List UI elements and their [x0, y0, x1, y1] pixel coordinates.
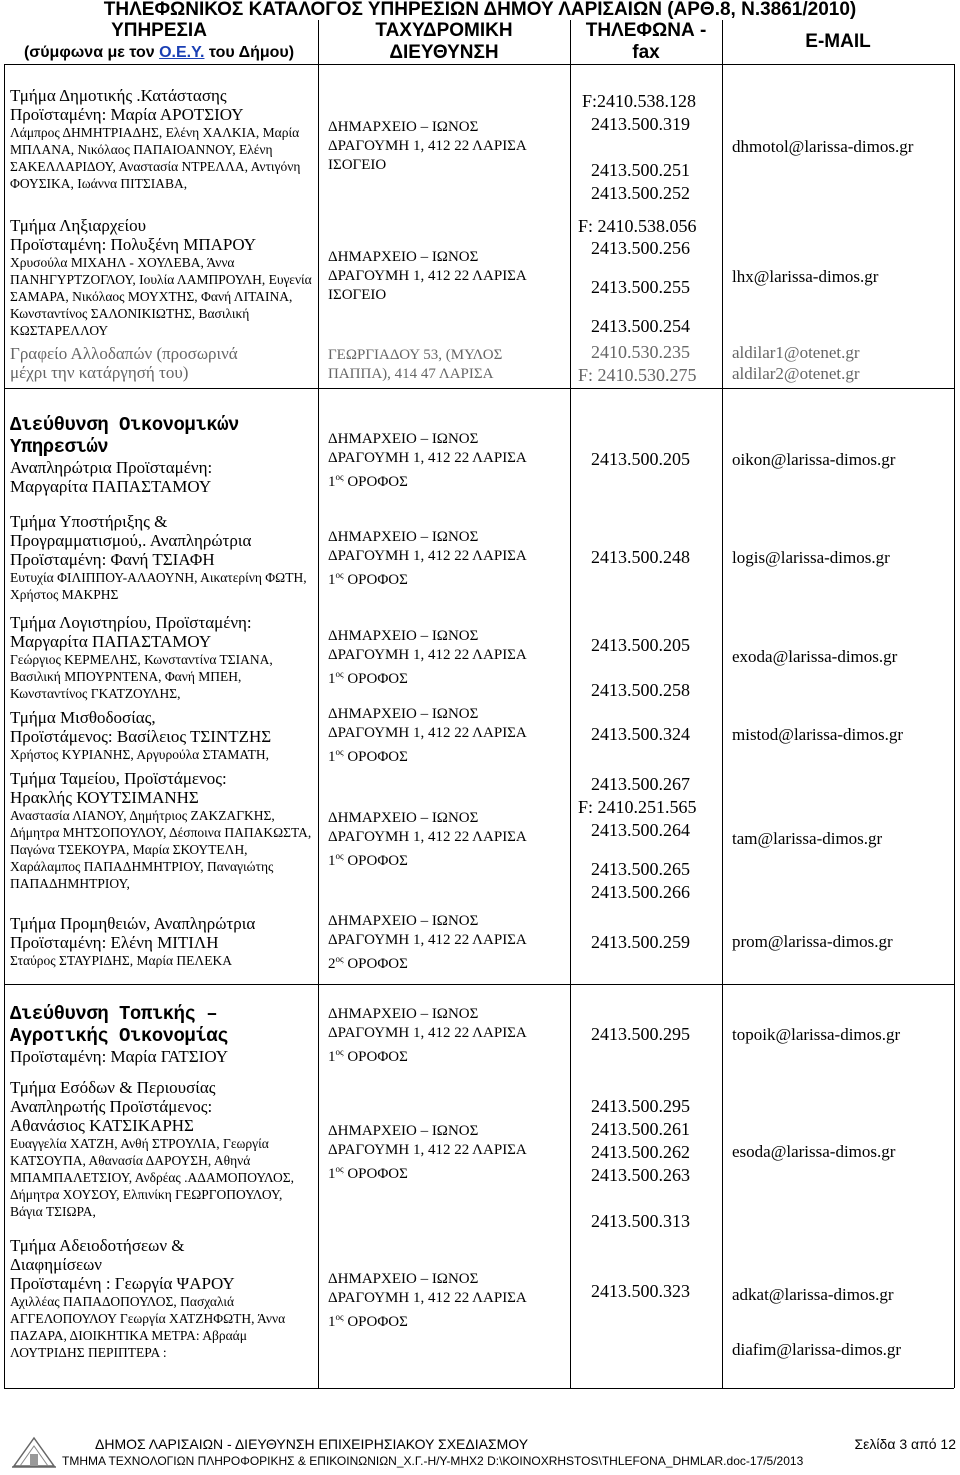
address-block — [328, 705, 568, 767]
address-line: ΔΡΑΓΟΥΜΗ 1, 412 22 ΛΑΡΙΣΑ — [328, 1290, 527, 1306]
dept-staff: Χρήστος ΚΥΡΙΑΝΗΣ, Αργυρούλα ΣΤΑΜΑΤΗ, — [10, 747, 270, 762]
dept-name: Τμήμα Εσόδων & Περιουσίας — [10, 1078, 216, 1097]
address-line: ΔΡΑΓΟΥΜΗ 1, 412 22 ΛΑΡΙΣΑ — [328, 829, 527, 845]
dept-name: Τμήμα Ληξιαρχείου — [10, 216, 147, 235]
address-line: ΔΗΜΑΡΧΕΙΟ – ΙΩΝΟΣ — [328, 119, 479, 135]
address-floor: $1^{o\varsigma}$ ΟΡΟΦΟΣ — [328, 1312, 408, 1330]
phone: 2413.500.258 — [591, 680, 690, 700]
dept-name: Τμήμα Μισθοδοσίας, — [10, 708, 156, 727]
directorate-local-economy — [10, 1003, 315, 1066]
directorate-title-cont: Υπηρεσιών — [10, 436, 109, 458]
footer-file-path: ΤΜΗΜΑ ΤΕΧΝΟΛΟΓΙΩΝ ΠΛΗΡΟΦΟΡΙΚΗΣ & ΕΠΙΚΟΙΝΩΝΙΩΝ_Χ.Γ.-Η/Υ-ΜΗΧ2 D:\ΚΟΙΝΟΧRHSTOS\THLEFONA_DHMLAR.doc-17/5/2013 — [62, 1454, 804, 1468]
address-line: ΔΡΑΓΟΥΜΗ 1, 412 22 ΛΑΡΙΣΑ — [328, 647, 527, 663]
email-link[interactable]: oikon@larissa-dimos.gr — [732, 450, 896, 469]
email-link[interactable]: diafim@larissa-dimos.gr — [732, 1340, 902, 1359]
table-rule — [722, 20, 723, 1388]
dept-name: Τμήμα Δημοτικής .Κατάστασης — [10, 86, 227, 105]
footer-org: ΔΗΜΟΣ ΛΑΡΙΣΑΙΩΝ - ΔΙΕΥΘΥΝΣΗ ΕΠΙΧΕΙΡΗΣΙΑΚΟΥ ΣΧΕΔΙΑΣΜΟΥ — [95, 1436, 529, 1452]
directorate-head-role: Αναπληρώτρια Προϊσταμένη: — [10, 458, 213, 477]
header-service-label: ΥΠΗΡΕΣΙΑ — [111, 20, 207, 41]
address-block — [328, 809, 568, 871]
phone: 2413.500.265 — [591, 859, 690, 879]
dept-head: Προϊσταμένη: Πολυξένη ΜΠΑΡΟΥ — [10, 235, 257, 254]
address-block — [328, 1270, 568, 1332]
phone: F: 2410.538.056 — [578, 216, 697, 236]
dept-aliens-office — [10, 344, 315, 382]
header-address — [318, 20, 570, 64]
phone: 2413.500.252 — [591, 183, 690, 203]
header-address-line1: ΤΑΧΥΔΡΟΜΙΚΗ — [375, 20, 513, 41]
phone: 2413.500.323 — [591, 1281, 690, 1301]
directorate-head: Μαργαρίτα ΠΑΠΑΣΤΑΜΟΥ — [10, 477, 212, 496]
dept-staff: Αχιλλέας ΠΑΠΑΔΟΠΟΥΛΟΣ, Πασχαλιά ΑΓΓΕΛΟΠΟΥΛΟΥ Γεωργία ΧΑΤΖΗΦΩΤΗ, Άννα ΠΑΖΑΡΑ, ΔΙΟΙΚΗΤΙΚΑ ΜΕΤΡΑ: Αβραάμ ΛΟΥΤΡΙΔΗΣ ΠΕΡΙΠΤΕΡΑ : — [10, 1294, 286, 1360]
phone: 2410.530.235 — [591, 342, 690, 362]
dept-name: Τμήμα Λογιστηρίου, Προϊσταμένη: — [10, 613, 252, 632]
address-line: ΓΕΩΡΓΙΑΔΟΥ 53, (ΜΥΛΟΣ — [328, 347, 503, 363]
address-block — [328, 118, 568, 175]
dept-support — [10, 512, 315, 603]
address-line: ΔΡΑΓΟΥΜΗ 1, 412 22 ΛΑΡΙΣΑ — [328, 1025, 527, 1041]
phone: 2413.500.264 — [591, 820, 690, 840]
phone: F: 2410.251.565 — [578, 797, 697, 817]
table-rule — [4, 64, 5, 1388]
dept-civil-status — [10, 86, 315, 192]
address-line: ΔΗΜΑΡΧΕΙΟ – ΙΩΝΟΣ — [328, 628, 479, 644]
dept-name-cont: Προγραμματισμού,. Αναπληρώτρια — [10, 531, 252, 550]
phone: 2413.500.255 — [591, 277, 690, 297]
email-link[interactable]: topoik@larissa-dimos.gr — [732, 1025, 901, 1044]
address-block — [328, 346, 568, 384]
header-service-note — [0, 42, 318, 64]
address-floor: $1^{o\varsigma}$ ΟΡΟΦΟΣ — [328, 1164, 408, 1182]
email-link[interactable]: logis@larissa-dimos.gr — [732, 548, 890, 567]
address-block — [328, 528, 568, 590]
dept-payroll — [10, 708, 315, 763]
phone: 2413.500.266 — [591, 882, 690, 902]
phone: 2413.500.319 — [591, 114, 690, 134]
address-block — [328, 248, 568, 305]
header-phones — [570, 20, 722, 64]
address-floor: ΙΣΟΓΕΙΟ — [328, 287, 387, 303]
address-line: ΔΡΑΓΟΥΜΗ 1, 412 22 ΛΑΡΙΣΑ — [328, 725, 527, 741]
dept-staff: Λάμπρος ΔΗΜΗΤΡΙΑΔΗΣ, Ελένη ΧΑΛΚΙΑ, Μαρία ΜΠΛΑΝΑ, Νικόλαος ΠΑΠΑΙΟΑΝΝΟΥ, Ελένη ΣΑΚΕΛΛΑΡΙΔΟΥ, Αναστασία ΝΤΡΕΛΛΑ, Αντιγόνη ΦΟΥΣΙΚΑ, Ιωάννα ΠΙΤΣΙΑΒΑ, — [10, 125, 301, 191]
dept-revenue-property — [10, 1078, 315, 1220]
directorate-title-cont: Αγροτικής Οικονομίας — [10, 1025, 229, 1047]
dept-licensing — [10, 1236, 315, 1361]
email-link[interactable]: mistod@larissa-dimos.gr — [732, 725, 904, 744]
address-floor: $2^{o\varsigma}$ ΟΡΟΦΟΣ — [328, 954, 408, 972]
phone: 2413.500.263 — [591, 1165, 690, 1185]
table-rule — [4, 984, 954, 985]
dept-registry — [10, 216, 315, 339]
table-rule — [954, 64, 955, 1388]
address-line: ΔΗΜΑΡΧΕΙΟ – ΙΩΝΟΣ — [328, 431, 479, 447]
dept-name: Τμήμα Αδειοδοτήσεων & — [10, 1236, 185, 1255]
email-link[interactable]: exoda@larissa-dimos.gr — [732, 647, 898, 666]
table-rule — [4, 1388, 954, 1389]
email-link[interactable]: esoda@larissa-dimos.gr — [732, 1142, 896, 1161]
dept-staff: Γεώργιος ΚΕΡΜΕΛΗΣ, Κωνσταντίνα ΤΣΙΑΝΑ, Βασιλική ΜΠΟΥΡΝΤΕΝΑ, Φανή ΜΠΕΗ, Κωνσταντίνος ΓΚΑΤΖΟΥΛΗΣ, — [10, 652, 273, 701]
address-floor: $1^{o\varsigma}$ ΟΡΟΦΟΣ — [328, 472, 408, 490]
page-footer — [0, 1432, 960, 1472]
dept-head: Προϊσταμένη : Γεωργία ΨΑΡΟΥ — [10, 1274, 235, 1293]
phone: 2413.500.324 — [591, 724, 690, 744]
address-line: ΔΡΑΓΟΥΜΗ 1, 412 22 ΛΑΡΙΣΑ — [328, 548, 527, 564]
address-line: ΔΗΜΑΡΧΕΙΟ – ΙΩΝΟΣ — [328, 529, 479, 545]
table-rule — [570, 20, 571, 1388]
dept-name: Τμήμα Ταμείου, Προϊστάμενος: — [10, 769, 227, 788]
municipal-crest-icon — [10, 1434, 58, 1470]
header-note-text-b: του Δήμου) — [204, 44, 295, 61]
phone: F: 2410.530.275 — [578, 365, 697, 385]
dept-staff: Ευτυχία ΦΙΛΙΠΠΟΥ-ΑΛΑΟΥΝΗ, Αικατερίνη ΦΩΤΗ, Χρήστος ΜΑΚΡΗΣ — [10, 570, 307, 602]
dept-head: Αθανάσιος ΚΑΤΣΙΚΑΡΗΣ — [10, 1116, 194, 1135]
dept-name-cont: Διαφημίσεων — [10, 1255, 102, 1274]
address-floor: $1^{o\varsigma}$ ΟΡΟΦΟΣ — [328, 1047, 408, 1065]
phone: 2413.500.259 — [591, 932, 690, 952]
address-line: ΔΗΜΑΡΧΕΙΟ – ΙΩΝΟΣ — [328, 249, 479, 265]
dept-name: Τμήμα Προμηθειών, Αναπληρώτρια — [10, 914, 256, 933]
header-note-text-a: (σύμφωνα με τον — [23, 44, 160, 61]
email-link[interactable]: aldilar1@otenet.gr — [732, 343, 860, 362]
dept-head: Προϊσταμένη: Φανή ΤΣΙΑΦΗ — [10, 550, 215, 569]
email-link[interactable]: adkat@larissa-dimos.gr — [732, 1285, 894, 1304]
dept-staff: Σταύρος ΣΤΑΥΡΙΔΗΣ, Μαρία ΠΕΛΕΚΑ — [10, 953, 232, 968]
dept-head: Προϊσταμένη: Ελένη ΜΙΤΙΛΗ — [10, 933, 219, 952]
phone: 2413.500.313 — [591, 1211, 690, 1231]
address-line: ΠΑΠΠΑ), 414 47 ΛΑΡΙΣΑ — [328, 366, 494, 382]
phone: 2413.500.205 — [591, 449, 690, 469]
address-line: ΔΗΜΑΡΧΕΙΟ – ΙΩΝΟΣ — [328, 913, 479, 929]
phone: F:2410.538.128 — [582, 91, 697, 111]
email-link[interactable]: lhx@larissa-dimos.gr — [732, 267, 879, 286]
directorate-title: Διεύθυνση Οικονομικών — [10, 414, 239, 436]
dept-head: Ηρακλής ΚΟΥΤΣΙΜΑΝΗΣ — [10, 788, 199, 807]
header-email: E-MAIL — [805, 31, 871, 52]
address-line: ΔΗΜΑΡΧΕΙΟ – ΙΩΝΟΣ — [328, 1006, 479, 1022]
dept-accounting — [10, 613, 315, 702]
dept-head: Προϊστάμενος: Βασίλειος ΤΣΙΝΤΖΗΣ — [10, 727, 272, 746]
address-line: ΔΡΑΓΟΥΜΗ 1, 412 22 ΛΑΡΙΣΑ — [328, 1142, 527, 1158]
table-rule — [318, 20, 319, 1388]
address-block — [328, 1005, 568, 1067]
dept-treasury — [10, 769, 315, 892]
address-line: ΔΡΑΓΟΥΜΗ 1, 412 22 ΛΑΡΙΣΑ — [328, 932, 527, 948]
phone: 2413.500.262 — [591, 1142, 690, 1162]
phone: 2413.500.205 — [591, 635, 690, 655]
address-line: ΔΗΜΑΡΧΕΙΟ – ΙΩΝΟΣ — [328, 1271, 479, 1287]
oey-link[interactable]: Ο.Ε.Υ. — [159, 44, 205, 61]
email-link[interactable]: tam@larissa-dimos.gr — [732, 829, 883, 848]
address-block — [328, 430, 568, 492]
phone: 2413.500.256 — [591, 238, 690, 258]
directorate-head: Προϊσταμένη: Μαρία ΓΑΤΣΙΟΥ — [10, 1047, 229, 1066]
dept-name: Γραφείο Αλλοδαπών (προσωρινά — [10, 344, 238, 363]
phone: 2413.500.295 — [591, 1096, 690, 1116]
dept-name: Τμήμα Υποστήριξης & — [10, 512, 168, 531]
email-link[interactable]: dhmotol@larissa-dimos.gr — [732, 137, 914, 156]
address-line: ΔΡΑΓΟΥΜΗ 1, 412 22 ΛΑΡΙΣΑ — [328, 450, 527, 466]
phone: 2413.500.261 — [591, 1119, 690, 1139]
address-floor: $1^{o\varsigma}$ ΟΡΟΦΟΣ — [328, 669, 408, 687]
phone: 2413.500.254 — [591, 316, 690, 336]
table-rule — [4, 388, 954, 389]
address-line: ΔΗΜΑΡΧΕΙΟ – ΙΩΝΟΣ — [328, 706, 479, 722]
table-rule — [4, 64, 954, 65]
phone: 2413.500.267 — [591, 774, 690, 794]
address-floor: $1^{o\varsigma}$ ΟΡΟΦΟΣ — [328, 570, 408, 588]
dept-head: Μαργαρίτα ΠΑΠΑΣΤΑΜΟΥ — [10, 632, 212, 651]
address-line: ΔΡΑΓΟΥΜΗ 1, 412 22 ΛΑΡΙΣΑ — [328, 268, 527, 284]
email-link[interactable]: aldilar2@otenet.gr — [732, 364, 860, 383]
address-line: ΔΗΜΑΡΧΕΙΟ – ΙΩΝΟΣ — [328, 810, 479, 826]
address-line: ΔΗΜΑΡΧΕΙΟ – ΙΩΝΟΣ — [328, 1123, 479, 1139]
header-service — [0, 20, 318, 64]
address-line: ΔΡΑΓΟΥΜΗ 1, 412 22 ΛΑΡΙΣΑ — [328, 138, 527, 154]
directorate-finance — [10, 414, 315, 496]
address-block — [328, 1122, 568, 1184]
address-block — [328, 912, 568, 974]
dept-name-cont: μέχρι την κατάργησή του) — [10, 363, 189, 382]
dept-staff: Ευαγγελία ΧΑΤΖΗ, Ανθή ΣΤΡΟΥΛΙΑ, Γεωργία ΚΑΤΣΟΥΠΑ, Αθανασία ΔΑΡΟΥΣΗ, Αθηνά ΜΠΑΜΠΑΛΕΤΣΙΟΥ, Ανδρέας .ΑΔΑΜΟΠΟΥΛΟΣ, Δήμητρα ΧΟΥΣΟΥ, Ελπινίκη ΓΕΩΡΓΟΠΟΥΛΟΥ, Βάγια ΤΣΙΩΡΑ, — [10, 1136, 295, 1219]
address-floor: $1^{o\varsigma}$ ΟΡΟΦΟΣ — [328, 851, 408, 869]
dept-head: Προϊσταμένη: Μαρία ΑΡΟΤΣΙΟΥ — [10, 105, 244, 124]
dept-staff: Χρυσούλα ΜΙΧΑΗΛ - ΧΟΥΛΕΒΑ, Άννα ΠΑΝΗΓΥΡΤΖΟΓΛΟΥ, Ιουλία ΛΑΜΠΡΟΥΛΗ, Ευγενία ΣΑΜΑΡΑ, Νικόλαος ΜΟΥΧΤΗΣ, Φανή ΛΙΤΑΙΝΑ, Κωνσταντίνος ΣΑΛΟΝΙΚΙΩΤΗΣ, Βασιλική ΚΩΣΤΑΡΕΛΛΟΥ — [10, 255, 312, 338]
address-floor: ΙΣΟΓΕΙΟ — [328, 157, 387, 173]
phone: 2413.500.295 — [591, 1024, 690, 1044]
dept-procurement — [10, 914, 315, 969]
phone: 2413.500.248 — [591, 547, 690, 567]
header-phones-line1: ΤΗΛΕΦΩΝΑ - — [585, 20, 707, 41]
directorate-title: Διεύθυνση Τοπικής – — [10, 1003, 218, 1025]
address-floor: $1^{o\varsigma}$ ΟΡΟΦΟΣ — [328, 747, 408, 765]
dept-head-role: Αναπληρωτής Προϊστάμενος: — [10, 1097, 213, 1116]
header-phones-line2: fax — [632, 42, 660, 63]
page-number: Σελίδα 3 από 12 — [854, 1436, 956, 1452]
phone: 2413.500.251 — [591, 160, 690, 180]
document-title: ΤΗΛΕΦΩΝΙΚΟΣ ΚΑΤΑΛΟΓΟΣ ΥΠΗΡΕΣΙΩΝ ΔΗΜΟΥ ΛΑΡΙΣΑΙΩΝ (ΑΡΘ.8, Ν.3861/2010) — [103, 0, 857, 20]
dept-staff: Αναστασία ΛΙΑΝΟΥ, Δημήτριος ΖΑΚΖΑΓΚΗΣ, Δήμητρα ΜΗΤΣΟΠΟΥΛΟΥ, Δέσποινα ΠΑΠΑΚΩΣΤΑ, Παγώνα ΤΣΕΚΟΥΡΑ, Μαρία ΣΚΟΥΤΕΛΗ, Χαράλαμπος ΠΑΠΑΔΗΜΗΤΡΙΟΥ, Παναγιώτης ΠΑΠΑΔΗΜΗΤΡΙΟΥ, — [10, 808, 312, 891]
address-block — [328, 627, 568, 689]
email-link[interactable]: prom@larissa-dimos.gr — [732, 932, 893, 951]
header-address-line2: ΔΙΕΥΘΥΝΣΗ — [389, 42, 499, 63]
